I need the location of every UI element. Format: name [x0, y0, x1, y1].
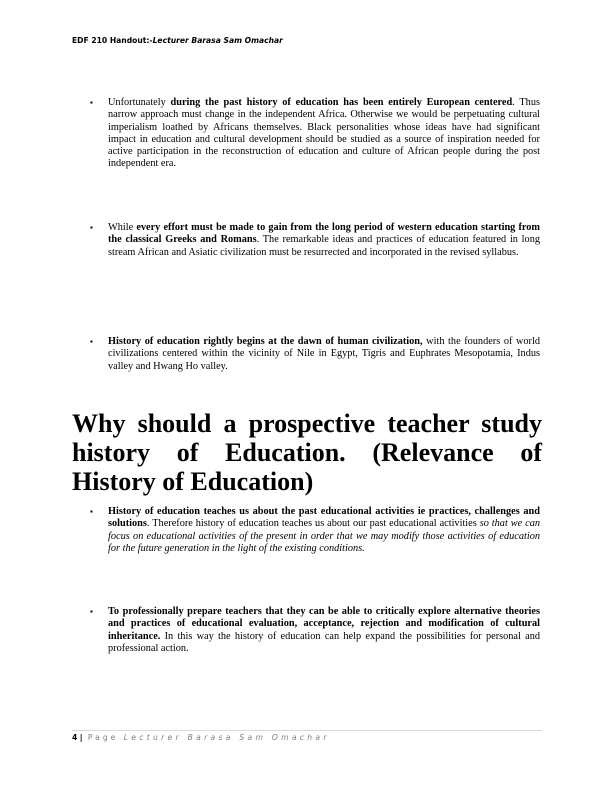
text-run-bold: History of education rightly begins at the dawn of human civilization, [108, 336, 423, 347]
bullet-item-european-centered [90, 97, 540, 171]
page-label: Page [87, 733, 119, 742]
text-run-bold: every effort must be made to gain from the long period of western education starting from the classical Greeks and Romans [108, 222, 541, 246]
text-run-bold: To professionally prepare teachers that they can be able to critically explore alternative theories and practices of educational evaluation, acceptance, rejection and modification of cultural inheritance. [108, 606, 540, 642]
bullet-text [108, 606, 540, 655]
bullet-text [108, 336, 540, 373]
bullet-marker: ▪ [90, 223, 93, 232]
bullet-item-dawn-of-civilization [90, 336, 540, 373]
footer-separator: | [79, 733, 83, 742]
footer-author: Lecturer Barasa Sam Omachar [123, 733, 330, 742]
text-run-bold: during the past history of education has been entirely European centered [170, 97, 513, 108]
text-run: . Thus narrow approach must change in the independent Africa. Otherwise we would be perpetuating cultural imperialism loathed by Africans themselves. Black personalities whose ideas have had significant impact in education and cultural development should be studied as a source of inspiration needed for active participation in the reconstruction of education and culture of African people during the post independent era. [108, 97, 540, 170]
text-run: . The remarkable ideas and practices of education featured in long stream African and Asiatic civilization must be resurrected and incorporated in the revised syllabus. [108, 234, 540, 258]
bullet-text [108, 506, 540, 555]
bullet-item-prepare-teachers [90, 606, 540, 655]
header-author: Lecturer Barasa Sam Omachar [152, 36, 283, 45]
footer-divider [72, 730, 542, 731]
page-header [72, 36, 283, 45]
bullet-marker: ▪ [90, 337, 93, 346]
text-run: . Therefore history of education teaches us about our past educational activities [146, 518, 480, 530]
bullet-item-past-activities [90, 506, 540, 555]
text-run-bold: History of education teaches us about the past educational activities ie practices, challenges and solutions [108, 506, 540, 530]
bullet-text [108, 97, 540, 171]
bullet-marker: ▪ [90, 507, 93, 516]
text-run: In this way the history of education can help expand the possibilities for personal and professional action. [108, 630, 540, 654]
text-run: While [108, 222, 137, 233]
page-number: 4 [72, 733, 78, 742]
bullet-marker: ▪ [90, 98, 93, 107]
bullet-marker: ▪ [90, 607, 93, 616]
text-run: with the founders of world civilizations centered within the vicinity of Nile in Egypt, Tigris and Euphrates Mesopotamia, Indus valley and Hwang Ho valley. [108, 336, 540, 372]
bullet-text [108, 222, 540, 259]
header-course: EDF 210 Handout:- [72, 36, 153, 45]
bullet-item-western-education [90, 222, 540, 259]
page-footer [72, 733, 330, 742]
section-heading: Why should a prospective teacher study history of Education. (Relevance of History of Education) [72, 409, 542, 496]
text-run-italic: so that we can focus on educational activities of the present in order that we may modify those activities of education for the future generation in the light of the existing conditions. [108, 518, 540, 554]
text-run: Unfortunately [108, 97, 171, 108]
